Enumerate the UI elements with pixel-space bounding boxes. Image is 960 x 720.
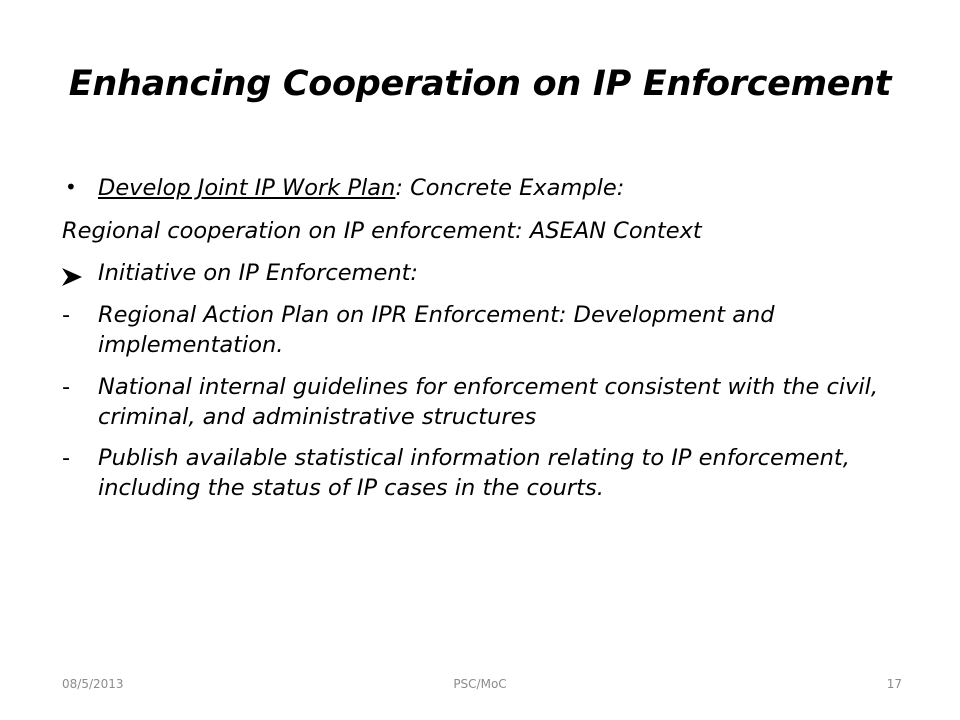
dash-item [62,301,912,361]
bullet-text: : Concrete Example: [395,175,625,201]
dash-item [62,373,912,433]
arrow-item-text: Initiative on IP Enforcement: [98,259,418,286]
dash-icon: - [62,445,71,472]
bullet-icon: • [65,175,77,199]
arrow-item [62,259,912,289]
dash-item-text: Publish available statistical information relating to IP enforcement, including the status of IP cases in the courts. [98,445,850,502]
dash-item-text: Regional Action Plan on IPR Enforcement: Development and implementation. [98,301,775,358]
footer-center-text: PSC/MoC [453,677,507,691]
footer-date: 08/5/2013 [62,677,124,691]
context-line: Regional cooperation on IP enforcement: ASEAN Context [62,217,702,244]
dash-icon: - [62,373,71,400]
bullet-underlined-text: Develop Joint IP Work Plan [98,175,396,201]
bullet-item [62,174,912,204]
dash-item [62,444,912,504]
arrow-bullet-icon [62,265,86,285]
dash-icon: - [62,301,71,328]
slide-title: Enhancing Cooperation on IP Enforcement [68,64,892,104]
footer-page-number: 17 [886,677,902,691]
dash-item-text: National internal guidelines for enforcement consistent with the civil, criminal, and administrative structures [98,373,879,430]
slide-body [62,174,912,516]
